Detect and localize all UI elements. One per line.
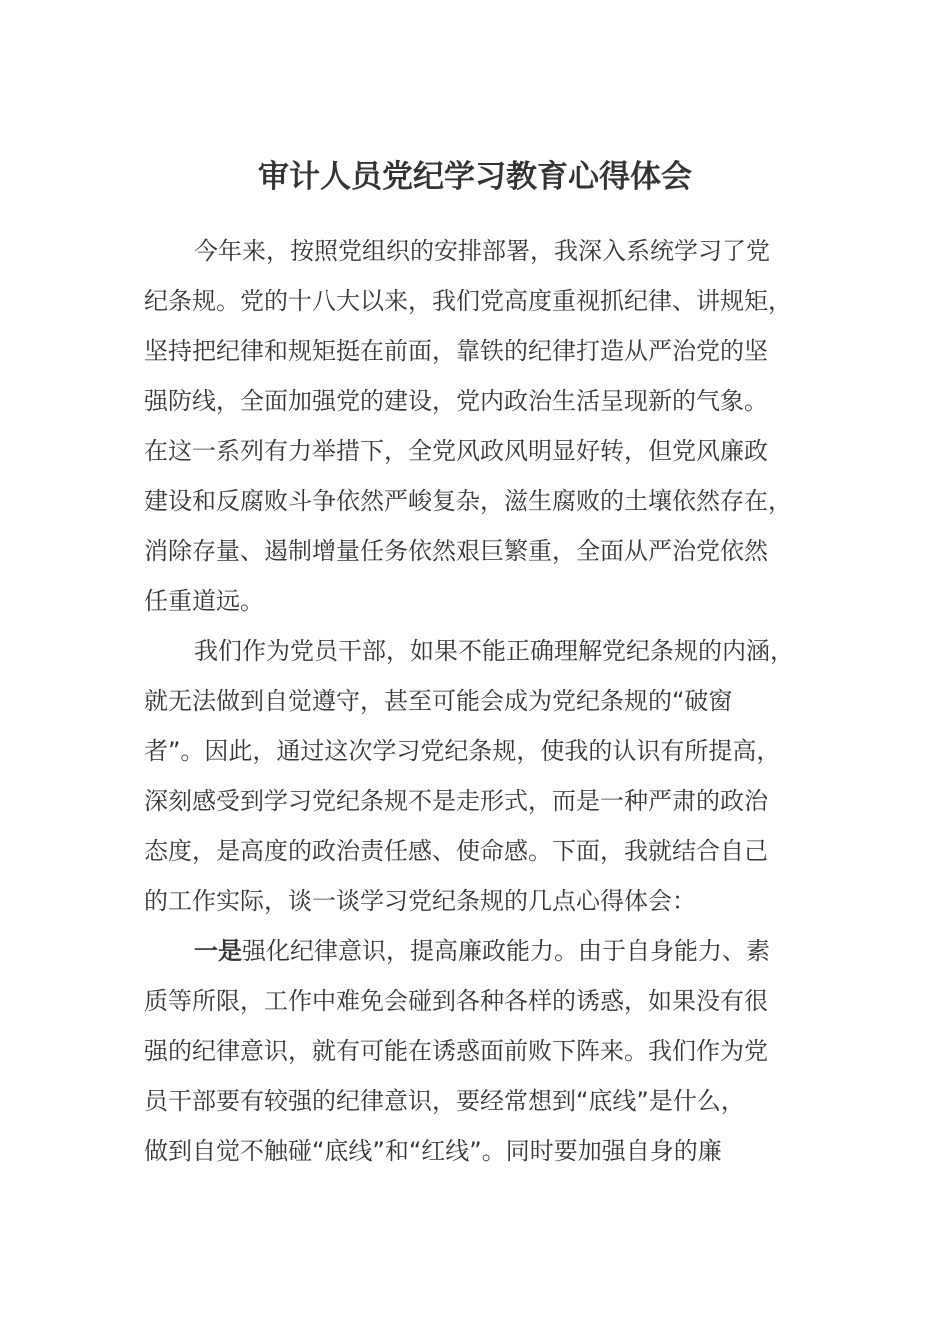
paragraph-2-line-1: 我们作为党员干部，如果不能正确理解党纪条规的内涵， — [194, 637, 794, 665]
paragraph-2-line-5: 态度，是高度的政治责任感、使命感。下面，我就结合自己 — [144, 837, 768, 865]
paragraph-1-line-4: 强防线，全面加强党的建设，党内政治生活呈现新的气象。 — [144, 387, 768, 415]
paragraph-1-line-5: 在这一系列有力举措下，全党风政风明显好转，但党风廉政 — [144, 437, 768, 465]
paragraph-3-line-4: 员干部要有较强的纪律意识，要经常想到“底线”是什么， — [144, 1087, 745, 1115]
paragraph-1-line-6: 建设和反腐败斗争依然严峻复杂，滋生腐败的土壤依然存在， — [144, 487, 792, 515]
paragraph-2-line-2: 就无法做到自觉遵守，甚至可能会成为党纪条规的“破窗 — [144, 687, 733, 715]
paragraph-1-line-1: 今年来，按照党组织的安排部署，我深入系统学习了党 — [194, 237, 770, 265]
paragraph-2-line-3: 者”。因此，通过这次学习党纪条规，使我的认识有所提高， — [144, 737, 781, 765]
paragraph-3-line-5: 做到自觉不触碰“底线”和“红线”。同时要加强自身的廉 — [144, 1137, 722, 1165]
paragraph-3-line-2: 质等所限，工作中难免会碰到各种各样的诱惑，如果没有很 — [144, 987, 768, 1015]
paragraph-1-line-8: 任重道远。 — [144, 587, 264, 615]
paragraph-1-line-3: 坚持把纪律和规矩挺在前面，靠铁的纪律打造从严治党的坚 — [144, 337, 768, 365]
paragraph-2-line-6: 的工作实际，谈一谈学习党纪条规的几点心得体会： — [144, 887, 696, 915]
paragraph-3-line-3: 强的纪律意识，就有可能在诱惑面前败下阵来。我们作为党 — [144, 1037, 768, 1065]
document-title: 审计人员党纪学习教育心得体会 — [258, 159, 692, 195]
paragraph-3-line-1-text: 强化纪律意识，提高廉政能力。由于自身能力、素 — [242, 937, 770, 965]
paragraph-1-line-7: 消除存量、遏制增量任务依然艰巨繁重，全面从严治党依然 — [144, 537, 768, 565]
paragraph-3-line-1 — [194, 926, 864, 976]
bold-lead: 一是 — [194, 937, 242, 965]
paragraph-1-line-2: 纪条规。党的十八大以来，我们党高度重视抓纪律、讲规矩， — [144, 287, 792, 315]
paragraph-2-line-4: 深刻感受到学习党纪条规不是走形式，而是一种严肃的政治 — [144, 787, 768, 815]
